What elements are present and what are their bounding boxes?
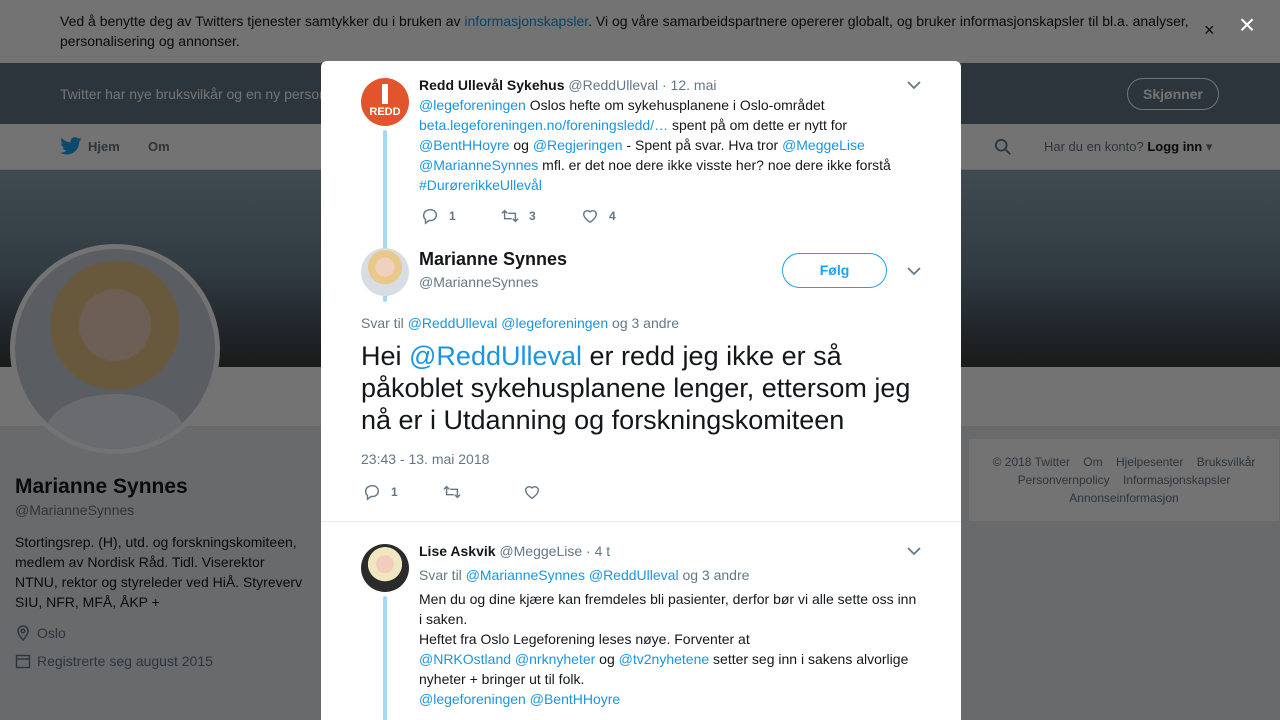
main-tweet-actions — [363, 483, 603, 501]
reply-count: 1 — [391, 485, 398, 499]
follow-button[interactable]: Følg — [782, 253, 887, 288]
retweet-count: 3 — [529, 209, 536, 223]
chevron-down-icon[interactable] — [907, 80, 921, 90]
tweet1-header — [419, 77, 716, 93]
tweet1-text-part: Oslos hefte om sykehusplanene i Oslo-området — [525, 97, 825, 113]
main-tweet-handle[interactable]: @MarianneSynnes — [419, 274, 539, 290]
tweet1-name[interactable]: Redd Ullevål Sykehus — [419, 77, 565, 93]
retweet-button[interactable] — [501, 207, 581, 225]
reply-icon — [363, 483, 381, 501]
redd-avatar-text: REDD — [369, 106, 401, 118]
chevron-down-icon[interactable] — [907, 546, 921, 556]
main-reply-to — [361, 315, 679, 331]
mention-link[interactable]: @NRKOstland — [419, 651, 512, 667]
marianne-avatar[interactable] — [361, 248, 409, 296]
close-icon[interactable]: × — [1238, 9, 1256, 40]
tweet1-text-part: spent på om dette er nytt for — [668, 117, 848, 133]
tower-icon — [382, 84, 388, 104]
mention-link[interactable]: @Regjeringen — [532, 137, 623, 153]
mention-link[interactable]: @legeforeningen — [419, 691, 526, 707]
tweet1-handle[interactable]: @ReddUlleval — [568, 77, 659, 93]
retweet-icon — [443, 483, 461, 501]
reply-to-prefix: Svar til — [361, 315, 408, 331]
tweet3-text — [419, 589, 919, 709]
tweet1-text — [419, 95, 919, 195]
divider — [321, 521, 961, 522]
chevron-down-icon[interactable] — [907, 266, 921, 276]
redd-avatar[interactable] — [361, 78, 409, 126]
tweet3-reply-to — [419, 567, 749, 583]
main-tweet-timestamp[interactable]: 23:43 - 13. mai 2018 — [361, 451, 490, 467]
tweet1-time[interactable]: · 12. mai — [662, 77, 717, 93]
tweet3-time[interactable]: · 4 t — [586, 543, 611, 559]
retweet-button[interactable] — [443, 483, 523, 501]
reply-button[interactable] — [363, 483, 443, 501]
reply-to-suffix[interactable]: og 3 andre — [608, 315, 679, 331]
mention-link[interactable]: @ReddUlleval — [407, 315, 498, 331]
mention-link[interactable]: @legeforeningen — [501, 315, 609, 331]
mention-link[interactable]: @legeforeningen — [419, 97, 526, 113]
reply-button[interactable] — [421, 207, 501, 225]
mention-link[interactable]: @MarianneSynnes — [465, 567, 585, 583]
mention-link[interactable]: @ReddUlleval — [409, 341, 582, 371]
url-link[interactable]: beta.legeforeningen.no/foreningsledd/… — [419, 117, 669, 133]
tweet1-actions — [421, 207, 661, 225]
tweet-permalink-modal — [321, 61, 961, 720]
mention-link[interactable]: @ReddUlleval — [588, 567, 679, 583]
hashtag-link[interactable]: #DurørerikkeUllevål — [419, 177, 542, 193]
reply-icon — [421, 207, 439, 225]
like-count: 4 — [609, 209, 616, 223]
reply-to-prefix: Svar til — [419, 567, 466, 583]
mention-link[interactable]: @BentHHoyre — [419, 137, 510, 153]
heart-icon — [581, 207, 599, 225]
reply-count: 1 — [449, 209, 456, 223]
reply-to-suffix[interactable]: og 3 andre — [678, 567, 750, 583]
tweet3-header — [419, 543, 610, 559]
main-text-part: er redd jeg ikke er så påkoblet sykehusplanene lenger, ettersom jeg nå er i Utdanning og forskningskomiteen — [361, 341, 911, 435]
lise-avatar[interactable] — [361, 544, 409, 592]
mention-link[interactable]: @tv2nyhetene — [618, 651, 710, 667]
heart-icon — [523, 483, 541, 501]
main-tweet-text — [361, 340, 931, 436]
thread-line — [383, 596, 387, 720]
mention-link[interactable]: @MarianneSynnes — [419, 157, 539, 173]
mention-link[interactable]: @MeggeLise — [782, 137, 865, 153]
tweet3-p1: Men du og dine kjære kan fremdeles bli pasienter, derfor bør vi alle sette oss inn i saken. — [419, 591, 917, 627]
mention-link[interactable]: @nrknyheter — [514, 651, 596, 667]
tweet3-name[interactable]: Lise Askvik — [419, 543, 496, 559]
main-tweet-name[interactable]: Marianne Synnes — [419, 249, 568, 269]
mention-link[interactable]: @BentHHoyre — [529, 691, 621, 707]
retweet-icon — [501, 207, 519, 225]
tweet3-p2: Heftet fra Oslo Legeforening leses nøye. Forventer at — [419, 631, 750, 647]
tweet3-text-part: setter seg inn i sakens alvorlige nyheter + bringer ut til folk. — [419, 651, 909, 687]
tweet1-text-part: - Spent på svar. Hva tror — [622, 137, 783, 153]
tweet3-handle[interactable]: @MeggeLise — [499, 543, 583, 559]
tweet3-text-part: og — [595, 651, 619, 667]
like-button[interactable] — [523, 483, 603, 501]
tweet1-text-part: mfl. er det noe dere ikke visste her? noe dere ikke forstå — [538, 157, 891, 173]
tweet1-text-part: og — [509, 137, 533, 153]
like-button[interactable] — [581, 207, 661, 225]
main-text-part: Hei — [361, 341, 410, 371]
